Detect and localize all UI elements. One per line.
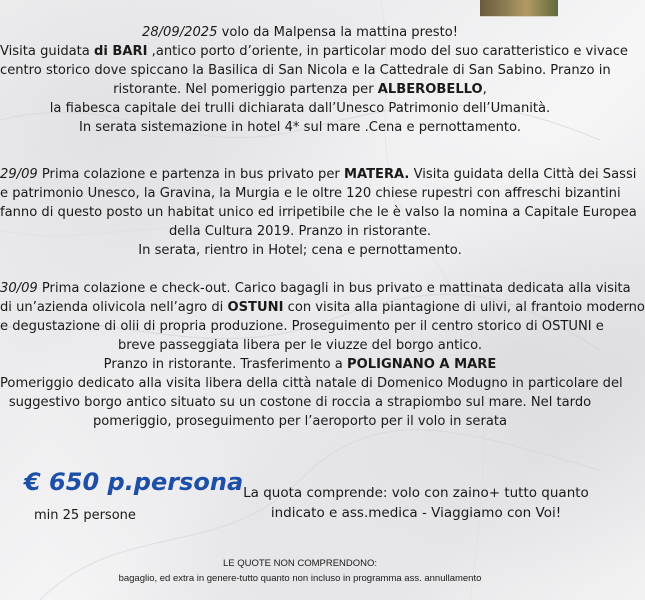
day-2-line-4: della Cultura 2019. Pranzo in ristorante. (168, 224, 432, 239)
ostuni-highlight: OSTUNI (227, 300, 284, 315)
day-2-date: 29/09 (0, 167, 38, 182)
day-3-line-4: breve passeggiata libera per le viuzze del borgo antico. (117, 338, 483, 353)
day-1-line-2: Visita guidata di BARI ,antico porto d’oriente, in particolar modo del suo caratteristico e vivace (0, 44, 628, 59)
alberobello-highlight: ALBEROBELLO (377, 82, 483, 97)
day-2-line-1: 29/09 Prima colazione e partenza in bus privato per MATERA. Visita guidata della Città dei Sassi (0, 167, 637, 182)
day-1-line-1: 28/09/2025 volo da Malpensa la mattina presto! (141, 25, 458, 40)
polignano-highlight: POLIGNANO A MARE (347, 357, 497, 372)
day-3-line-1: 30/09 Prima colazione e check-out. Carico bagagli in bus privato e mattinata dedicata alla visita (0, 281, 631, 296)
includes-line-1: La quota comprende: volo con zaino+ tutto quanto (243, 485, 589, 501)
day-3-line-7: suggestivo borgo antico situato su un costone di roccia a strapiombo sul mare. Nel tardo (8, 395, 592, 410)
day-1-line-5: la fiabesca capitale dei trulli dichiarata dall’Unesco Patrimonio dell’Umanità. (49, 101, 551, 116)
includes-line-2: indicato e ass.medica - Viaggiamo con Voi! (270, 505, 562, 521)
day-2-line-2: e patrimonio Unesco, la Gravina, la Murgia e le oltre 120 chiese rupestri con affreschi bizantini (0, 186, 621, 201)
day-2-line-5: In serata, rientro in Hotel; cena e pernottamento. (138, 243, 462, 258)
exclusions-details: bagaglio, ed extra in genere-tutto quanto non incluso in programma ass. annullamento (118, 573, 482, 584)
day-1-line-4: ristorante. Nel pomeriggio partenza per ALBEROBELLO, (113, 82, 487, 97)
day-3-line-3: e degustazione di olii di propria produzione. Proseguimento per il centro storico di OSTUNI e (0, 319, 604, 334)
day-3-section (0, 279, 645, 431)
day-1-line-3: centro storico dove spiccano la Basilica di San Nicola e la Cattedrale di San Sabino. Pranzo in (0, 63, 611, 78)
exclusions-title: LE QUOTE NON COMPRENDONO: (222, 558, 378, 569)
day-3-line-6: Pomeriggio dedicato alla visita libera della città natale di Domenico Modugno in particolare del (0, 376, 623, 391)
price-per-person: € 650 p.persona (24, 468, 244, 496)
header-photo (480, 0, 558, 17)
day-2-line-3: fanno di questo posto un habitat unico ed irripetibile che le è valso la nomina a Capitale Europea (0, 205, 637, 220)
day-3-date: 30/09 (0, 281, 38, 296)
price-includes (232, 483, 600, 523)
day-3-line-8: pomeriggio, proseguimento per l’aeroporto per il volo in serata (92, 414, 508, 429)
day-2-section (0, 165, 637, 260)
day-3-line-2: di un’azienda olivicola nell’agro di OSTUNI con visita alla piantagione di ulivi, al frantoio moderno (0, 300, 645, 315)
day-1-section (0, 23, 628, 137)
matera-highlight: MATERA. (343, 167, 410, 182)
day-1-date: 28/09/2025 (141, 25, 218, 40)
bari-highlight: di BARI (94, 44, 148, 59)
day-3-line-5: Pranzo in ristorante. Trasferimento a POLIGNANO A MARE (103, 357, 497, 372)
day-1-line-6: In serata sistemazione in hotel 4* sul mare .Cena e pernottamento. (78, 120, 522, 135)
minimum-participants: min 25 persone (34, 508, 136, 523)
